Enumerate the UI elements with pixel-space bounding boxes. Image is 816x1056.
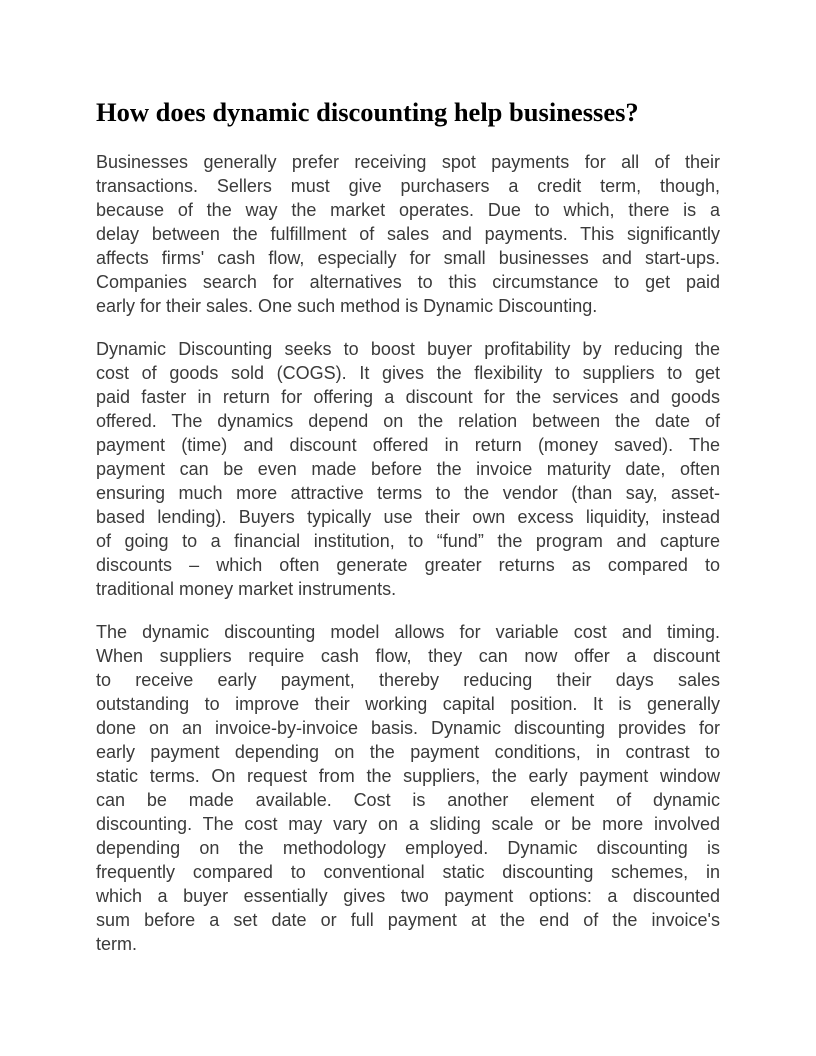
page-title: How does dynamic discounting help businesses? bbox=[96, 97, 639, 127]
text-line: ensuring much more attractive terms to the vendor (than say, asset- bbox=[96, 483, 720, 503]
text-line: depending on the methodology employed. Dynamic discounting is bbox=[96, 838, 720, 858]
text-line: traditional money market instruments. bbox=[96, 579, 397, 599]
text-line: static terms. On request from the suppliers, the early payment window bbox=[96, 766, 720, 786]
text-line: affects firms' cash flow, especially for small businesses and start-ups. bbox=[96, 248, 720, 268]
text-line: frequently compared to conventional static discounting schemes, in bbox=[96, 862, 720, 882]
text-line: discounting. The cost may vary on a sliding scale or be more involved bbox=[96, 814, 720, 834]
paragraph-model bbox=[96, 620, 720, 956]
text-line: early for their sales. One such method is Dynamic Discounting. bbox=[96, 296, 598, 316]
text-line: payment can be even made before the invoice maturity date, often bbox=[96, 459, 720, 479]
text-line: term. bbox=[96, 934, 138, 954]
text-line: sum before a set date or full payment at the end of the invoice's bbox=[96, 910, 720, 930]
text-line: based lending). Buyers typically use their own excess liquidity, instead bbox=[96, 507, 720, 527]
paragraph-definition bbox=[96, 337, 720, 601]
text-line: discounts – which often generate greater returns as compared to bbox=[96, 555, 720, 575]
text-line: done on an invoice-by-invoice basis. Dynamic discounting provides for bbox=[96, 718, 720, 738]
text-line: The dynamic discounting model allows for variable cost and timing. bbox=[96, 622, 720, 642]
text-line: Companies search for alternatives to this circumstance to get paid bbox=[96, 272, 720, 292]
text-line: to receive early payment, thereby reducing their days sales bbox=[96, 670, 720, 690]
text-line: outstanding to improve their working capital position. It is generally bbox=[96, 694, 720, 714]
paragraph-intro bbox=[96, 150, 720, 318]
text-line: When suppliers require cash flow, they can now offer a discount bbox=[96, 646, 720, 666]
text-line: can be made available. Cost is another element of dynamic bbox=[96, 790, 720, 810]
text-line: offered. The dynamics depend on the relation between the date of bbox=[96, 411, 720, 431]
text-line: delay between the fulfillment of sales and payments. This significantly bbox=[96, 224, 720, 244]
text-line: Dynamic Discounting seeks to boost buyer profitability by reducing the bbox=[96, 339, 720, 359]
text-line: paid faster in return for offering a discount for the services and goods bbox=[96, 387, 720, 407]
text-line: cost of goods sold (COGS). It gives the flexibility to suppliers to get bbox=[96, 363, 720, 383]
text-line: which a buyer essentially gives two payment options: a discounted bbox=[96, 886, 720, 906]
text-line: early payment depending on the payment conditions, in contrast to bbox=[96, 742, 720, 762]
text-line: Businesses generally prefer receiving spot payments for all of their bbox=[96, 152, 720, 172]
text-line: payment (time) and discount offered in return (money saved). The bbox=[96, 435, 720, 455]
text-line: because of the way the market operates. Due to which, there is a bbox=[96, 200, 720, 220]
text-line: of going to a financial institution, to “fund” the program and capture bbox=[96, 531, 720, 551]
text-line: transactions. Sellers must give purchasers a credit term, though, bbox=[96, 176, 720, 196]
